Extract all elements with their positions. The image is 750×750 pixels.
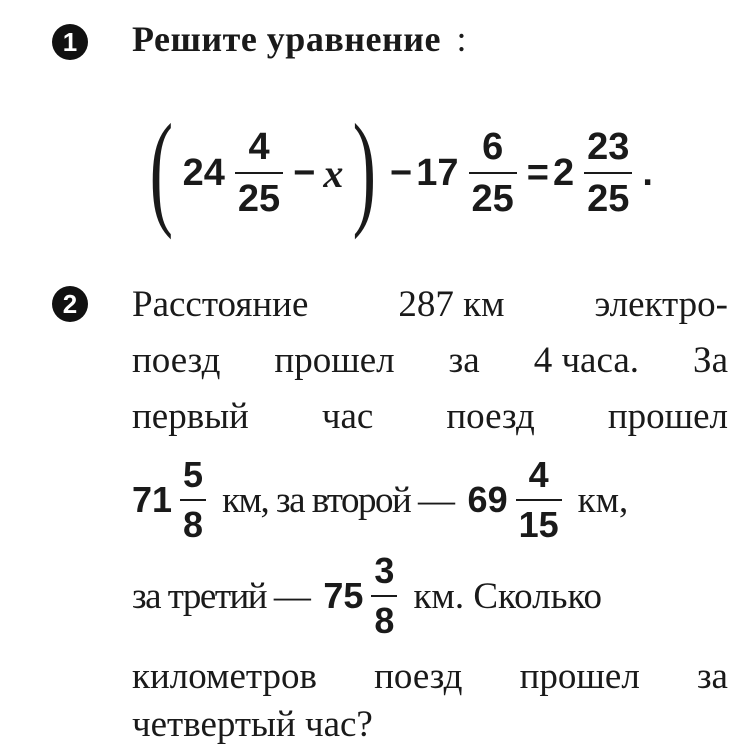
task2-line-5 bbox=[132, 546, 728, 646]
equation bbox=[140, 98, 657, 240]
word: прошел bbox=[607, 395, 728, 437]
mixed-3-fraction bbox=[371, 550, 397, 641]
task2-line-2 bbox=[132, 336, 728, 384]
word: За bbox=[693, 339, 728, 381]
mixed-number-2 bbox=[467, 454, 564, 545]
word: поезд bbox=[374, 655, 463, 697]
line5-text-2: км. Сколько bbox=[413, 575, 603, 617]
mixed-1-numerator: 5 bbox=[183, 454, 204, 495]
word: час bbox=[321, 395, 374, 437]
word: прошел bbox=[519, 655, 640, 697]
eq-c-fraction bbox=[584, 128, 632, 218]
task2-line-1 bbox=[132, 280, 728, 328]
eq-a-fraction bbox=[235, 128, 283, 218]
task2-line-7 bbox=[132, 700, 728, 748]
mixed-1-denominator: 8 bbox=[183, 504, 204, 545]
open-paren: ( bbox=[149, 98, 174, 240]
word: за bbox=[696, 655, 728, 697]
mixed-2-denominator: 15 bbox=[518, 504, 559, 545]
mixed-number-3 bbox=[323, 550, 399, 641]
mixed-3-whole: 75 bbox=[323, 575, 364, 616]
mixed-3-numerator: 3 bbox=[374, 550, 395, 591]
eq-c-denominator: 25 bbox=[587, 178, 630, 220]
eq-a-numerator: 4 bbox=[248, 126, 270, 168]
word: первый bbox=[132, 395, 249, 437]
word: Расстояние bbox=[132, 283, 309, 325]
word: 287 км bbox=[398, 283, 505, 325]
close-paren: ) bbox=[352, 98, 377, 240]
eq-minus-1: − bbox=[293, 151, 316, 194]
task2-line-6 bbox=[132, 652, 728, 700]
mixed-2-fraction bbox=[516, 454, 562, 545]
mixed-2-whole: 69 bbox=[467, 479, 508, 520]
task1-title-text: Решите уравнение bbox=[132, 19, 441, 59]
word: поезд bbox=[132, 339, 221, 381]
eq-b-numerator: 6 bbox=[482, 126, 504, 168]
line4-text-2: км, bbox=[577, 479, 629, 521]
line4-text-1: км, за второй — bbox=[222, 479, 454, 521]
eq-equals: = bbox=[526, 151, 549, 194]
eq-minus-2: − bbox=[390, 151, 413, 194]
task1-title-colon: : bbox=[456, 19, 467, 59]
mixed-1-fraction bbox=[180, 454, 206, 545]
word: 4 часа. bbox=[533, 339, 640, 381]
task-number-badge-2: 2 bbox=[52, 286, 88, 322]
word: прошел bbox=[274, 339, 395, 381]
eq-a-denominator: 25 bbox=[237, 178, 281, 220]
word: поезд bbox=[446, 395, 535, 437]
mixed-2-numerator: 4 bbox=[528, 454, 549, 495]
task2-line-4 bbox=[132, 450, 728, 550]
task-number-badge-1: 1 bbox=[52, 24, 88, 60]
mixed-1-whole: 71 bbox=[132, 479, 173, 520]
word: за bbox=[448, 339, 480, 381]
mixed-number-1 bbox=[132, 454, 208, 545]
task2-line-3 bbox=[132, 392, 728, 440]
eq-a-whole: 24 bbox=[182, 151, 225, 194]
word: километров bbox=[132, 655, 317, 697]
word: электро- bbox=[594, 283, 728, 325]
eq-b-fraction bbox=[469, 128, 517, 218]
eq-variable-x: x bbox=[323, 150, 344, 196]
eq-c-whole: 2 bbox=[552, 151, 575, 194]
task1-title bbox=[132, 18, 467, 60]
eq-c-numerator: 23 bbox=[587, 126, 630, 168]
eq-b-denominator: 25 bbox=[471, 178, 514, 220]
eq-b-whole: 17 bbox=[416, 151, 459, 194]
mixed-3-denominator: 8 bbox=[374, 600, 395, 641]
line5-text-1: за третий — bbox=[132, 575, 310, 617]
eq-period: . bbox=[642, 151, 653, 194]
line7-text: четвертый час? bbox=[132, 703, 373, 745]
